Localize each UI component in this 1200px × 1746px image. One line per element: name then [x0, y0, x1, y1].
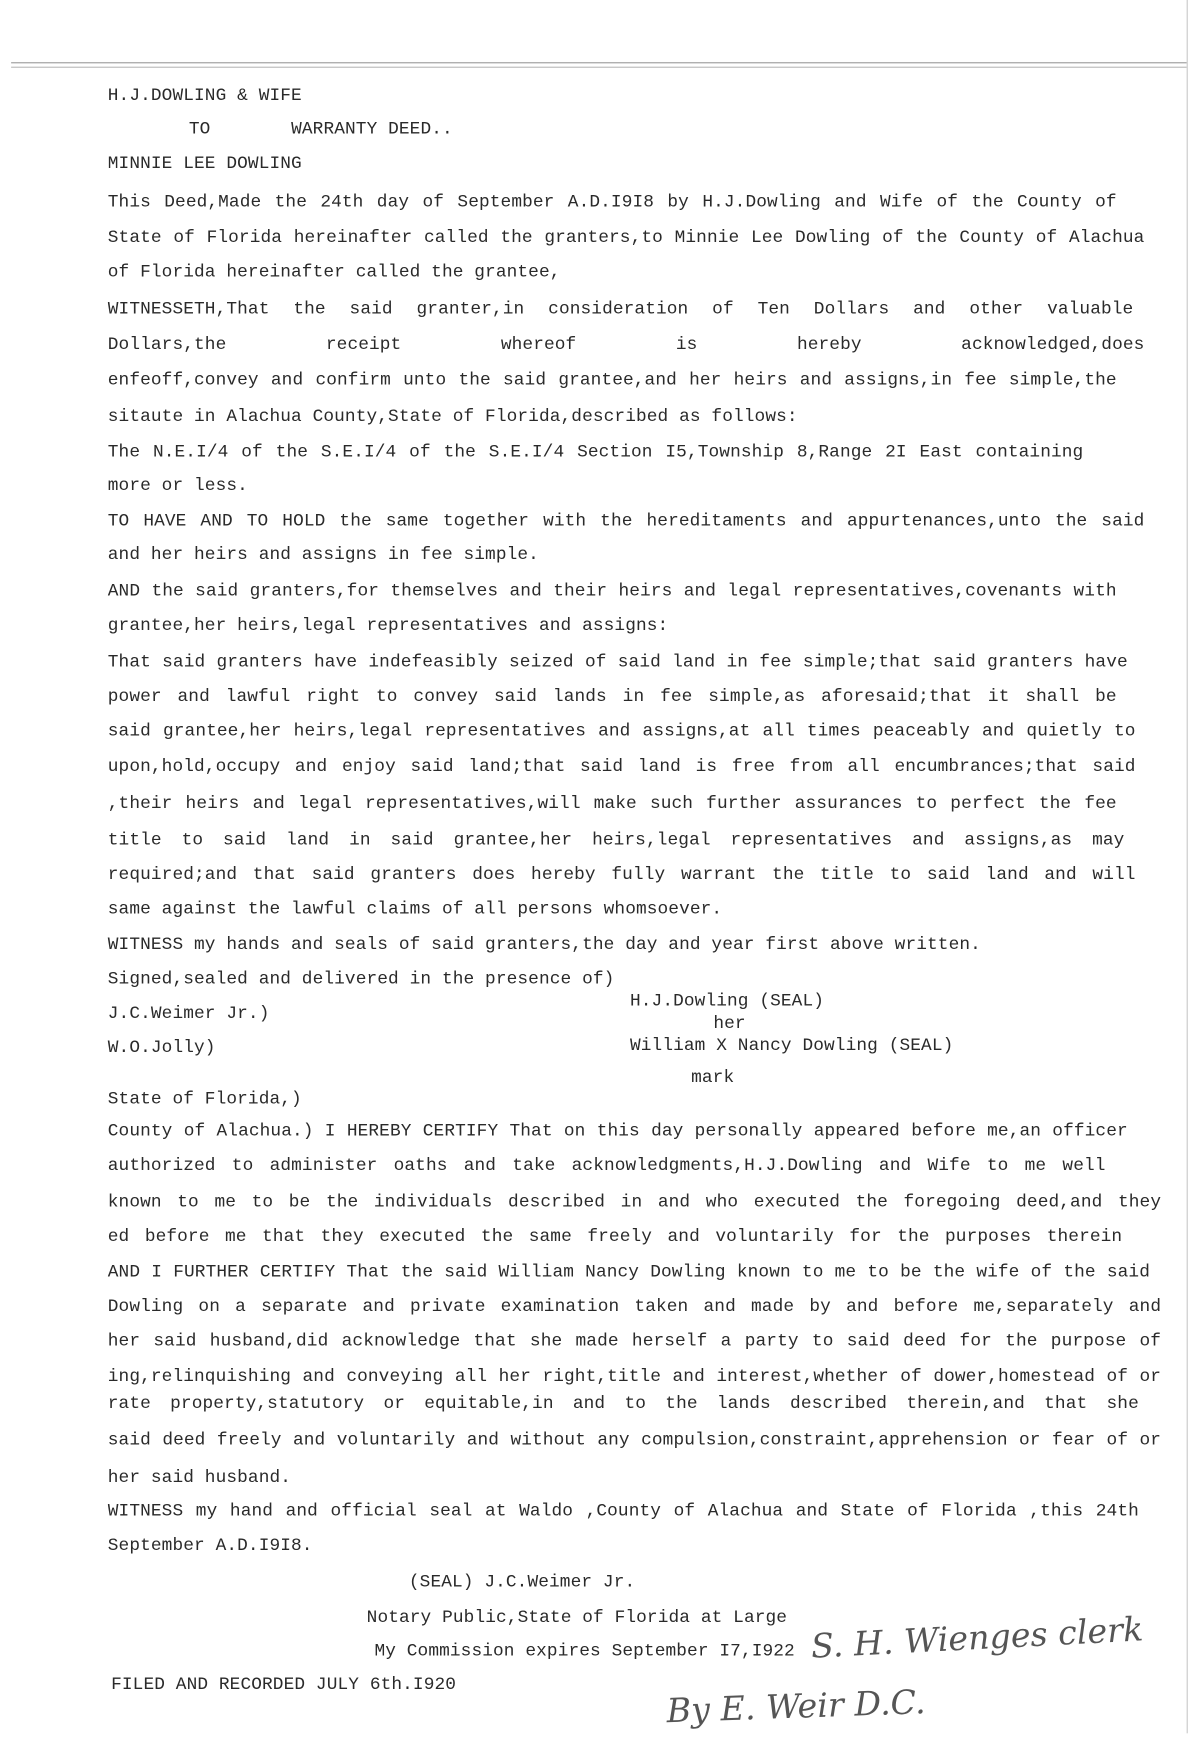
- to-heading: TO: [188, 118, 211, 139]
- witness-name: J.C.Weimer Jr.): [107, 1003, 270, 1024]
- certificate-text-line: WITNESS my hand and official seal at Waldo ,County of Alachua and State of Florida ,this 24th: [107, 1501, 1139, 1522]
- deed-text-line: grantee,her heirs,legal representatives and assigns:: [107, 615, 669, 636]
- header-rule: [11, 67, 1187, 68]
- deed-text-line: WITNESSETH,That the said granter,in consideration of Ten Dollars and other valuable: [107, 298, 1134, 319]
- notary-signature: (SEAL) J.C.Weimer Jr.: [408, 1572, 636, 1593]
- deed-text-line: power and lawful right to convey said lands in fee simple,as aforesaid;that it shall be: [107, 686, 1117, 707]
- deed-text-line: Dollars,the receipt whereof is hereby acknowledged,does: [107, 334, 1145, 355]
- deed-text-line: title to said land in said grantee,her heirs,legal representatives and assigns,as may: [107, 829, 1125, 850]
- page-edge: [1187, 0, 1188, 1733]
- certificate-text-line: AND I FURTHER CERTIFY That the said William Nancy Dowling known to me to be the wife of the said: [107, 1262, 1150, 1283]
- filed-recorded: FILED AND RECORDED JULY 6th.I920: [111, 1674, 457, 1695]
- deed-text-line: sitaute in Alachua County,State of Florida,described as follows:: [107, 406, 798, 427]
- signature-mark: mark: [691, 1067, 735, 1088]
- document-type: WARRANTY DEED..: [291, 118, 453, 139]
- deed-text-line: more or less.: [107, 475, 248, 496]
- deed-text-line: of Florida hereinafter called the grantee,: [107, 262, 561, 283]
- deed-text-line: This Deed,Made the 24th day of September A.D.I9I8 by H.J.Dowling and Wife of the County of: [107, 192, 1117, 213]
- clerk-signature-line1: S. H. Wienges clerk: [810, 1610, 1145, 1667]
- notary-commission: My Commission expires September I7,I922: [374, 1641, 795, 1662]
- deed-text-line: required;and that said granters does hereby fully warrant the title to said land and will: [107, 864, 1136, 885]
- grantor-signature: William X Nancy Dowling (SEAL): [629, 1035, 954, 1056]
- certificate-text-line: Dowling on a separate and private examination taken and made by and before me,separately and: [107, 1296, 1162, 1317]
- certificate-text-line: County of Alachua.) I HEREBY CERTIFY That on this day personally appeared before me,an officer: [107, 1121, 1128, 1142]
- header-rule: [11, 62, 1187, 63]
- grantee-heading: MINNIE LEE DOWLING: [107, 153, 302, 174]
- deed-text-line: Signed,sealed and delivered in the presence of): [107, 968, 615, 989]
- certificate-text-line: September A.D.I9I8.: [107, 1535, 313, 1556]
- grantor-signature: H.J.Dowling (SEAL): [629, 991, 825, 1012]
- deed-text-line: upon,hold,occupy and enjoy said land;that said land is free from all encumbrances;that said: [107, 756, 1136, 777]
- grantor-heading: H.J.DOWLING & WIFE: [107, 85, 302, 106]
- deed-text-line: and her heirs and assigns in fee simple.: [107, 544, 539, 565]
- certificate-text-line: ing,relinquishing and conveying all her right,title and interest,whether of dower,homestead of or: [107, 1366, 1162, 1387]
- deed-text-line: TO HAVE AND TO HOLD the same together with the hereditaments and appurtenances,unto the said: [107, 511, 1145, 532]
- certificate-text-line: her said husband.: [107, 1467, 292, 1488]
- notary-title: Notary Public,State of Florida at Large: [366, 1607, 788, 1628]
- deed-text-line: said grantee,her heirs,legal representatives and assigns,at all times peaceably and quietly to: [107, 721, 1136, 742]
- certificate-text-line: her said husband,did acknowledge that she made herself a party to said deed for the purpose of: [107, 1331, 1162, 1352]
- certificate-text-line: ed before me that they executed the same freely and voluntarily for the purposes therein: [107, 1226, 1123, 1247]
- certificate-text-line: known to me to be the individuals described in and who executed the foregoing deed,and they: [107, 1192, 1162, 1213]
- signature-her: her: [713, 1013, 746, 1034]
- deed-text-line: The N.E.I/4 of the S.E.I/4 of the S.E.I/4 Section I5,Township 8,Range 2I East containing: [107, 442, 1084, 463]
- clerk-signature-line2: By E. Weir D.C.: [665, 1683, 927, 1732]
- deed-text-line: That said granters have indefeasibly seized of said land in fee simple;that said granters have: [107, 652, 1128, 673]
- certificate-text-line: rate property,statutory or equitable,in and to the lands described therein,and that she: [107, 1393, 1139, 1414]
- certificate-text-line: State of Florida,): [107, 1088, 302, 1109]
- deed-text-line: same against the lawful claims of all persons whomsoever.: [107, 898, 723, 919]
- deed-text-line: WITNESS my hands and seals of said granters,the day and year first above written.: [107, 934, 981, 955]
- deed-text-line: ,their heirs and legal representatives,will make such further assurances to perfect the fee: [107, 793, 1117, 814]
- deed-text-line: enfeoff,convey and confirm unto the said grantee,and her heirs and assigns,in fee simple,the: [107, 369, 1117, 390]
- certificate-text-line: authorized to administer oaths and take acknowledgments,H.J.Dowling and Wife to me well: [107, 1155, 1106, 1176]
- deed-text-line: AND the said granters,for themselves and their heirs and legal representatives,covenants with: [107, 581, 1117, 602]
- deed-text-line: State of Florida hereinafter called the granters,to Minnie Lee Dowling of the County of Alachua: [107, 227, 1145, 248]
- certificate-text-line: said deed freely and voluntarily and without any compulsion,constraint,apprehension or fear of or: [107, 1429, 1162, 1450]
- witness-name: W.O.Jolly): [107, 1037, 216, 1058]
